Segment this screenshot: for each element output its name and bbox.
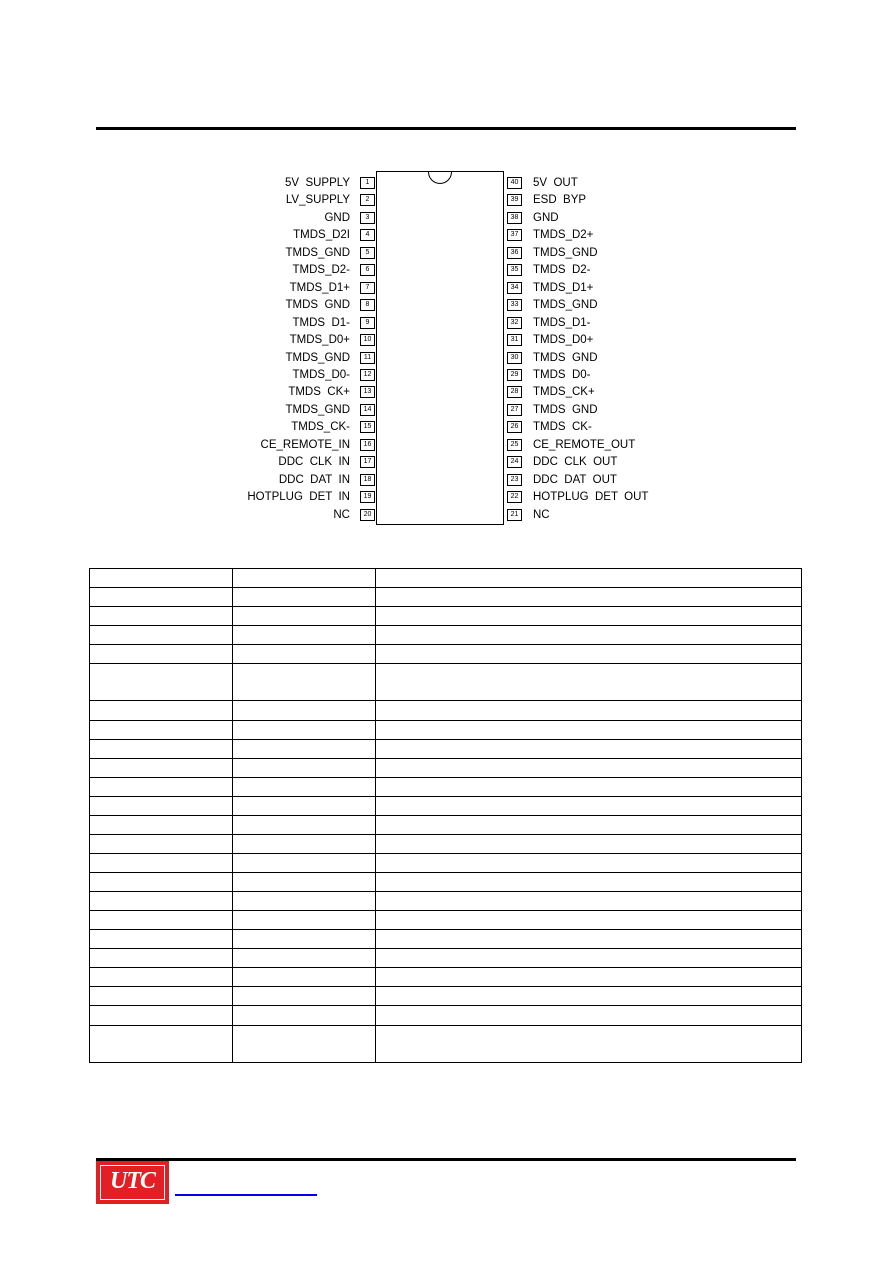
logo-text: UTC	[110, 1168, 155, 1194]
table-row	[90, 588, 802, 607]
table-cell	[376, 892, 802, 911]
table-cell	[233, 701, 376, 720]
table-cell	[376, 796, 802, 815]
pin-number: 40	[507, 177, 522, 189]
pin-row	[0, 386, 892, 400]
header-rule	[96, 127, 796, 130]
pin-label: NC	[533, 508, 550, 521]
table-cell	[90, 892, 233, 911]
pin-label: DDC DAT IN	[278, 473, 350, 486]
table-cell	[233, 720, 376, 739]
table-cell	[376, 588, 802, 607]
pin-number: 19	[360, 491, 375, 503]
table-cell	[233, 911, 376, 930]
pin-row	[0, 317, 892, 331]
pin-row	[0, 352, 892, 366]
pin-number: 8	[360, 299, 375, 311]
table-cell	[90, 645, 233, 664]
pin-number: 35	[507, 264, 522, 276]
pin-number: 2	[360, 194, 375, 206]
pin-label: TMDS D1-	[292, 316, 350, 329]
table-cell	[90, 834, 233, 853]
pin-number: 32	[507, 317, 522, 329]
pin-row	[0, 421, 892, 435]
pin-row	[0, 334, 892, 348]
pin-label: TMDS D2-	[533, 264, 591, 277]
table-row	[90, 834, 802, 853]
pin-label: TMDS D0-	[533, 368, 591, 381]
pin-label: GND	[533, 211, 559, 224]
pin-description-table	[89, 568, 802, 1063]
pin-label: TMDS_GND	[533, 246, 598, 259]
pin-number: 24	[507, 456, 522, 468]
table-cell	[90, 701, 233, 720]
pin-number: 27	[507, 404, 522, 416]
table-cell	[90, 853, 233, 872]
table-row	[90, 815, 802, 834]
pin-label: TMDS_D2+	[533, 229, 594, 242]
pin-label: HOTPLUG DET OUT	[533, 491, 649, 504]
table-cell	[376, 645, 802, 664]
table-row	[90, 873, 802, 892]
table-row	[90, 664, 802, 701]
pin-label: TMDS_GND	[285, 246, 350, 259]
table-row	[90, 777, 802, 796]
pin-number: 10	[360, 334, 375, 346]
pin-number: 31	[507, 334, 522, 346]
pin-row	[0, 212, 892, 226]
table-row	[90, 930, 802, 949]
table-cell	[90, 777, 233, 796]
table-cell	[90, 796, 233, 815]
table-cell	[90, 911, 233, 930]
table-row	[90, 701, 802, 720]
footer-rule	[96, 1158, 796, 1161]
pin-row	[0, 194, 892, 208]
pin-label: TMDS_D1-	[533, 316, 591, 329]
table-cell	[233, 987, 376, 1006]
table-row	[90, 739, 802, 758]
pin-row	[0, 299, 892, 313]
table-cell	[376, 911, 802, 930]
pin-number: 15	[360, 421, 375, 433]
pin-number: 28	[507, 386, 522, 398]
table-cell	[233, 758, 376, 777]
table-row	[90, 968, 802, 987]
pin-number: 16	[360, 439, 375, 451]
pin-label: CE_REMOTE_IN	[260, 438, 350, 451]
table-cell	[90, 968, 233, 987]
pin-label: TMDS_D1+	[289, 281, 350, 294]
table-cell	[376, 607, 802, 626]
table-cell	[376, 834, 802, 853]
pin-number: 29	[507, 369, 522, 381]
pin-label: DDC CLK OUT	[533, 456, 618, 469]
table-cell	[376, 626, 802, 645]
pin-row	[0, 247, 892, 261]
table-cell	[376, 815, 802, 834]
pin-number: 21	[507, 509, 522, 521]
table-row	[90, 626, 802, 645]
table-cell	[233, 853, 376, 872]
pin-label: TMDS GND	[533, 351, 598, 364]
table-row	[90, 1025, 802, 1062]
table-cell	[376, 739, 802, 758]
table-cell	[233, 796, 376, 815]
pin-number: 23	[507, 474, 522, 486]
pin-row	[0, 491, 892, 505]
pin-row	[0, 229, 892, 243]
table-cell	[233, 645, 376, 664]
pin-label: TMDS_D0-	[292, 368, 350, 381]
table-cell	[90, 626, 233, 645]
pin-number: 22	[507, 491, 522, 503]
pin-number: 37	[507, 229, 522, 241]
pin-label: TMDS_D2-	[292, 264, 350, 277]
pin-row	[0, 264, 892, 278]
table-row	[90, 1006, 802, 1025]
table-row	[90, 758, 802, 777]
table-cell	[376, 930, 802, 949]
table-row	[90, 645, 802, 664]
pin-label: NC	[333, 508, 350, 521]
pin-number: 39	[507, 194, 522, 206]
table-cell	[233, 1006, 376, 1025]
table-cell	[376, 720, 802, 739]
pin-number: 17	[360, 456, 375, 468]
pin-label: DDC CLK IN	[278, 456, 350, 469]
table-cell	[233, 588, 376, 607]
pin-label: TMDS_GND	[285, 351, 350, 364]
table-cell	[376, 949, 802, 968]
table-cell	[233, 607, 376, 626]
table-row	[90, 853, 802, 872]
table-cell	[233, 815, 376, 834]
table-cell	[376, 987, 802, 1006]
table-cell	[233, 834, 376, 853]
table-row	[90, 911, 802, 930]
pin-label: TMDS_D1+	[533, 281, 594, 294]
pin-number: 9	[360, 317, 375, 329]
table-cell	[376, 853, 802, 872]
pin-label: 5V SUPPLY	[285, 177, 350, 189]
table-cell	[233, 1025, 376, 1062]
pin-number: 6	[360, 264, 375, 276]
pin-label: HOTPLUG DET IN	[247, 491, 350, 504]
table-cell	[233, 777, 376, 796]
table-cell	[90, 588, 233, 607]
pin-number: 25	[507, 439, 522, 451]
table-cell	[90, 815, 233, 834]
pin-row	[0, 282, 892, 296]
table-cell	[90, 987, 233, 1006]
table-cell	[90, 930, 233, 949]
pin-number: 18	[360, 474, 375, 486]
pin-label: CE_REMOTE_OUT	[533, 438, 636, 451]
table-cell	[233, 664, 376, 701]
table-cell	[90, 1006, 233, 1025]
table-cell	[233, 949, 376, 968]
pin-number: 14	[360, 404, 375, 416]
pin-label: GND	[324, 211, 350, 224]
pin-number: 30	[507, 352, 522, 364]
pin-label: TMDS_CK+	[533, 386, 595, 399]
table-cell	[233, 739, 376, 758]
pin-label: TMDS_CK-	[291, 421, 350, 434]
pin-label: TMDS_D2I	[293, 229, 350, 242]
table-cell	[233, 892, 376, 911]
table-row	[90, 607, 802, 626]
table-cell	[90, 569, 233, 588]
pin-label: 5V OUT	[533, 177, 578, 189]
table-cell	[376, 777, 802, 796]
pin-number: 34	[507, 282, 522, 294]
table-cell	[90, 949, 233, 968]
table-cell	[233, 968, 376, 987]
pin-row	[0, 369, 892, 383]
table-cell	[233, 873, 376, 892]
table-cell	[90, 758, 233, 777]
table-cell	[90, 739, 233, 758]
website-link[interactable]	[175, 1194, 317, 1196]
pin-label: LV_SUPPLY	[285, 194, 350, 207]
pin-number: 26	[507, 421, 522, 433]
table-cell	[90, 607, 233, 626]
pin-row	[0, 509, 892, 523]
table-row	[90, 569, 802, 588]
pin-label: TMDS CK+	[288, 386, 350, 399]
table-cell	[376, 569, 802, 588]
pin-row	[0, 474, 892, 488]
pin-number: 13	[360, 386, 375, 398]
pin-number: 5	[360, 247, 375, 259]
pin-label: TMDS GND	[533, 403, 598, 416]
pin-number: 11	[360, 352, 375, 364]
table-row	[90, 949, 802, 968]
pin-number: 1	[360, 177, 375, 189]
pin-number: 7	[360, 282, 375, 294]
table-row	[90, 892, 802, 911]
table-cell	[90, 1025, 233, 1062]
table-cell	[376, 1025, 802, 1062]
pin-label: ESD BYP	[533, 194, 587, 207]
table-cell	[90, 873, 233, 892]
table-cell	[376, 968, 802, 987]
pin-number: 12	[360, 369, 375, 381]
table-cell	[90, 664, 233, 701]
pin-number: 20	[360, 509, 375, 521]
table-cell	[376, 701, 802, 720]
pin-row	[0, 439, 892, 453]
table-cell	[376, 873, 802, 892]
pin-label: TMDS CK-	[533, 421, 592, 434]
pin-number: 33	[507, 299, 522, 311]
table-cell	[233, 626, 376, 645]
utc-logo	[96, 1161, 169, 1204]
table-cell	[233, 930, 376, 949]
table-cell	[376, 1006, 802, 1025]
pin-number: 4	[360, 229, 375, 241]
pin-label: DDC DAT OUT	[533, 473, 617, 486]
table-cell	[376, 664, 802, 701]
pin-label: TMDS GND	[285, 299, 350, 312]
pin-number: 36	[507, 247, 522, 259]
pin-number: 3	[360, 212, 375, 224]
table-cell	[376, 758, 802, 777]
pin-row	[0, 177, 892, 191]
pin-number: 38	[507, 212, 522, 224]
table-cell	[90, 720, 233, 739]
pin-label: TMDS_D0+	[533, 334, 594, 347]
pin-label: TMDS_D0+	[289, 334, 350, 347]
pin-label: TMDS_GND	[285, 403, 350, 416]
table-cell	[233, 569, 376, 588]
pin-label: TMDS_GND	[533, 299, 598, 312]
table-row	[90, 796, 802, 815]
pin-row	[0, 404, 892, 418]
pin-row	[0, 456, 892, 470]
table-row	[90, 987, 802, 1006]
table-row	[90, 720, 802, 739]
